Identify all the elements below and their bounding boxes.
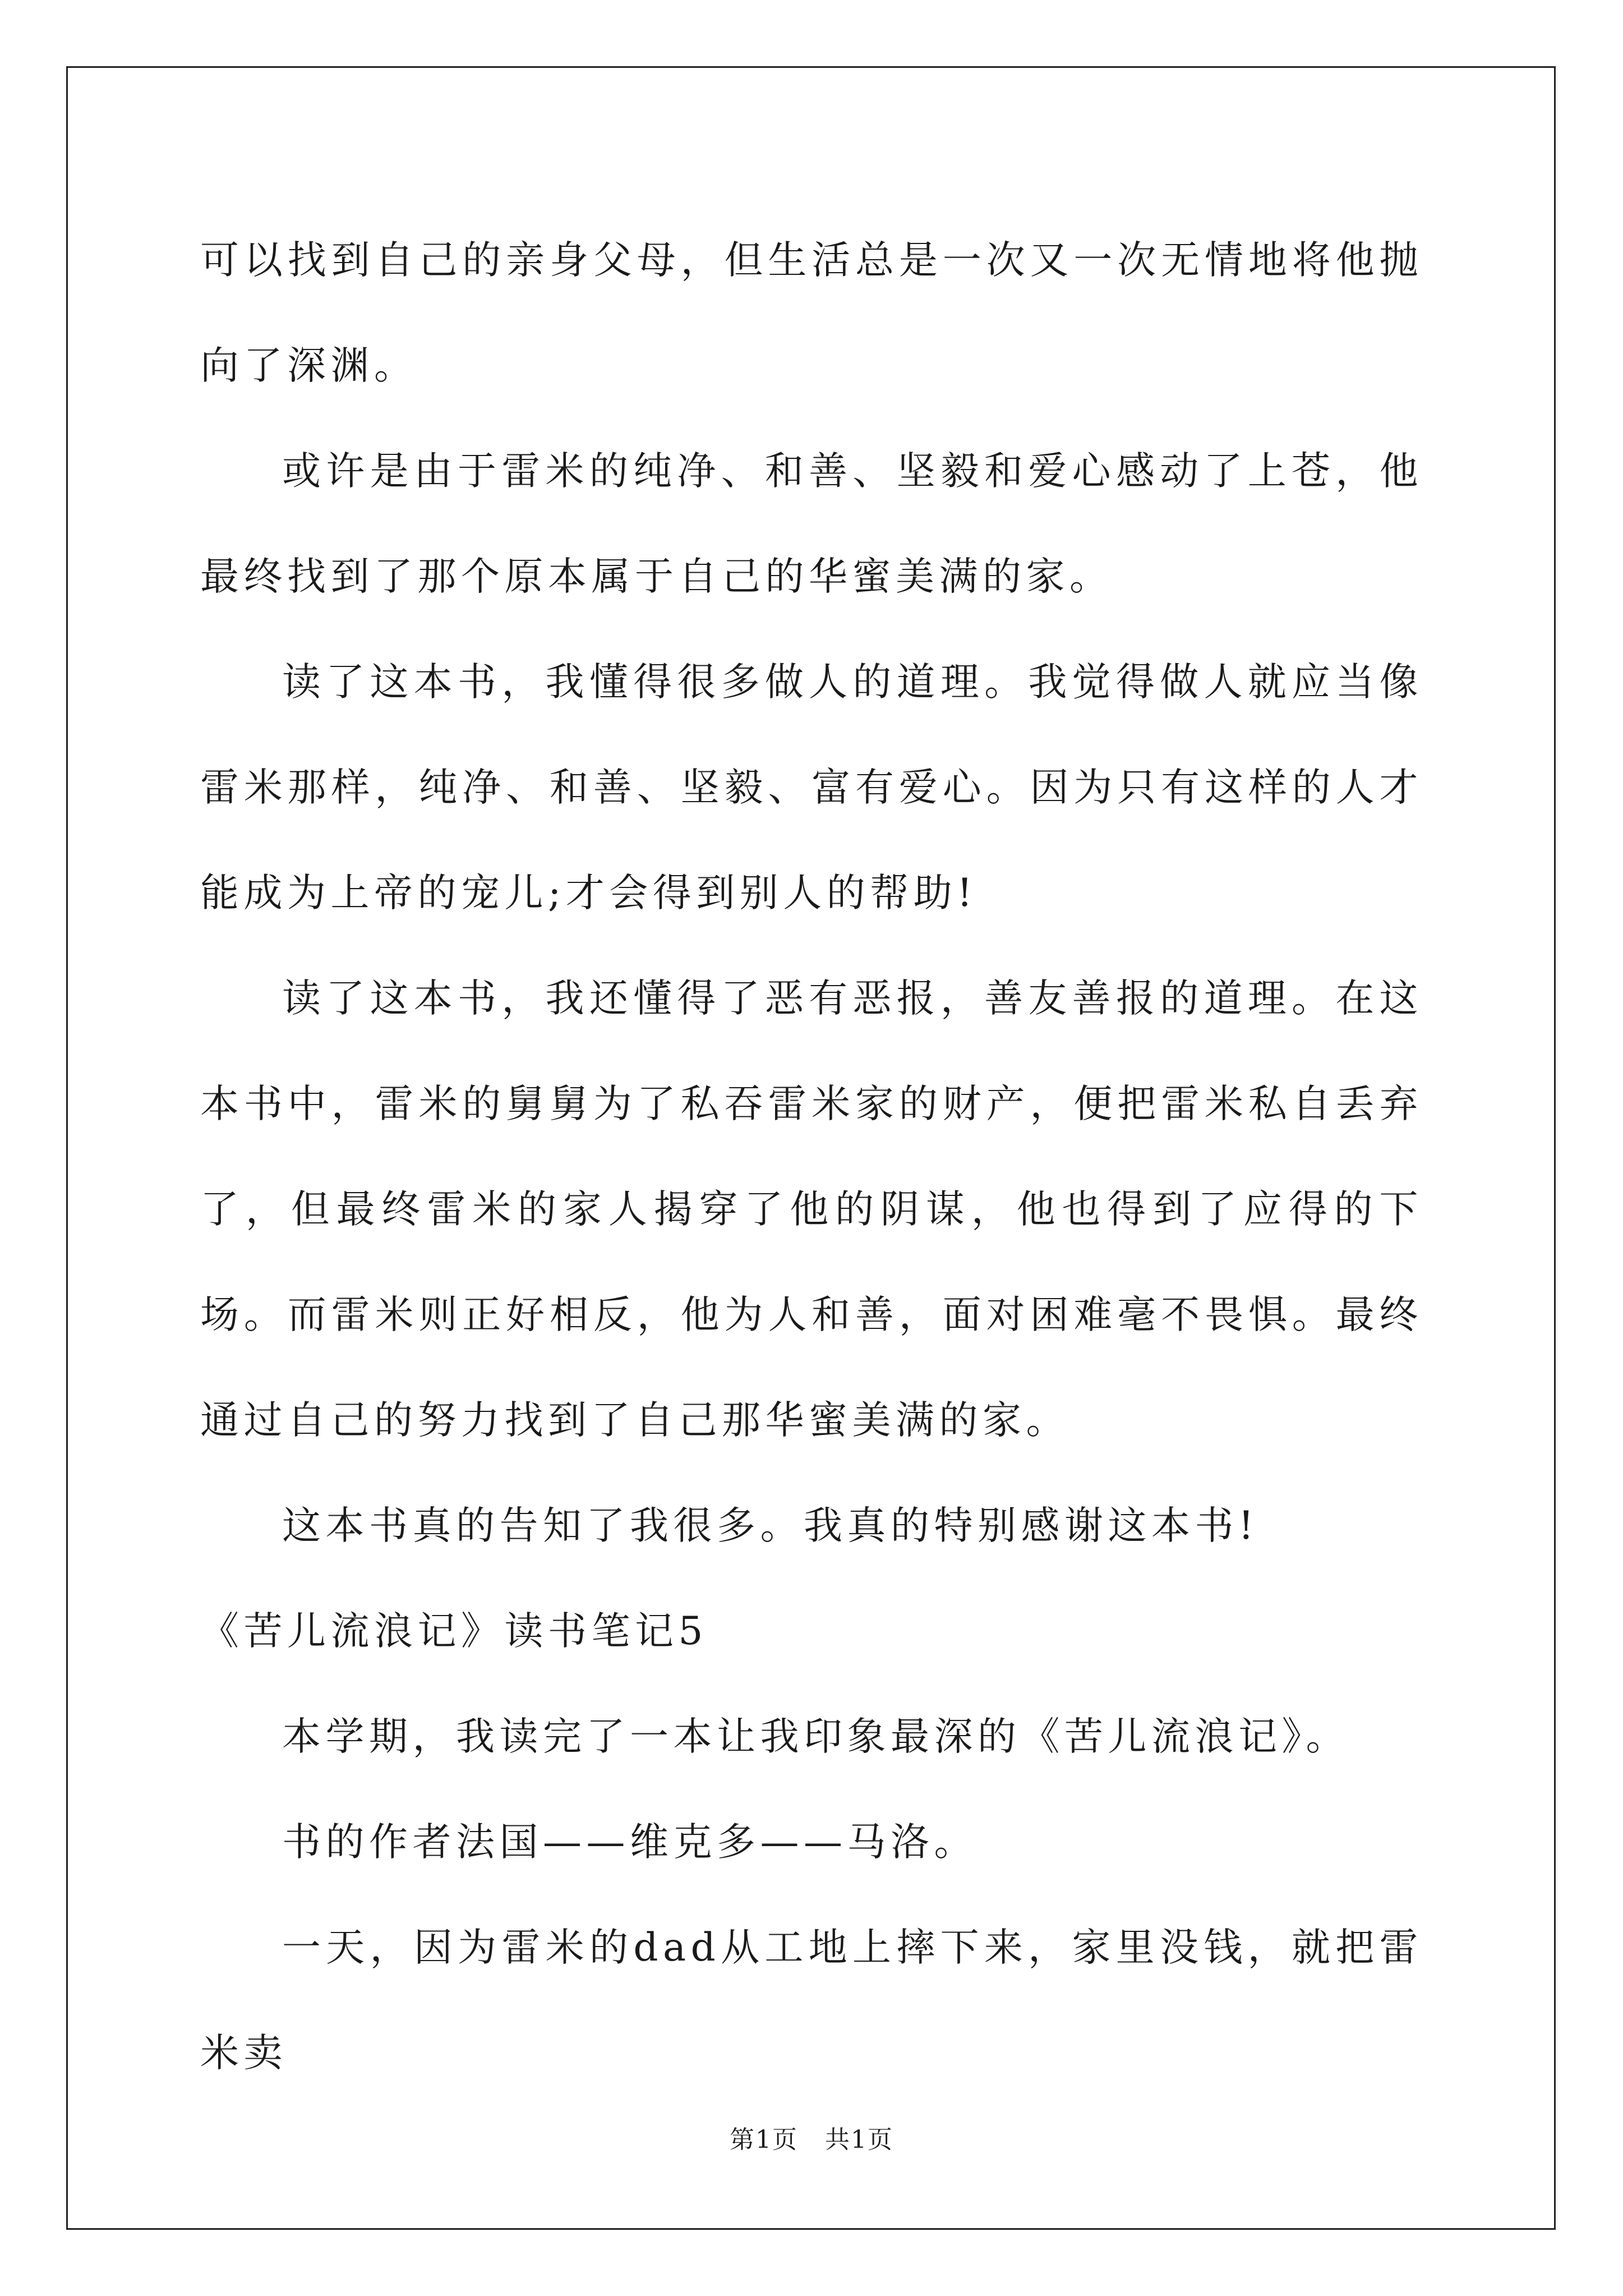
page-number: 第1页 [730, 2125, 798, 2154]
section-heading: 《苦儿流浪记》读书笔记5 [200, 1609, 708, 1654]
paragraph: 可以找到自己的亲身父母，但生活总是一次又一次无情地将他抛向了深渊。 [200, 238, 1423, 388]
paragraph: 这本书真的告知了我很多。我真的特别感谢这本书! [282, 1503, 1259, 1548]
page-total: 共1页 [825, 2125, 893, 2154]
page-footer [0, 2123, 1623, 2157]
paragraph: 书的作者法国——维克多——马洛。 [282, 1820, 978, 1865]
paragraph: 本学期，我读完了一本让我印象最深的《苦儿流浪记》。 [282, 1714, 1349, 1759]
paragraph: 或许是由于雷米的纯净、和善、坚毅和爱心感动了上苍，他最终找到了那个原本属于自己的华蜜美满的家。 [200, 449, 1423, 599]
document-body [200, 208, 1423, 2106]
paragraph: 读了这本书，我懂得很多做人的道理。我觉得做人就应当像雷米那样，纯净、和善、坚毅、富有爱心。因为只有这样的人才能成为上帝的宠儿;才会得到别人的帮助! [200, 660, 1423, 915]
paragraph: 读了这本书，我还懂得了恶有恶报，善友善报的道理。在这本书中，雷米的舅舅为了私吞雷米家的财产，便把雷米私自丢弃了，但最终雷米的家人揭穿了他的阴谋，他也得到了应得的下场。而雷米则正好相反，他为人和善，面对困难毫不畏惧。最终通过自己的努力找到了自己那华蜜美满的家。 [200, 976, 1423, 1443]
paragraph: 一天，因为雷米的dad从工地上摔下来，家里没钱，就把雷米卖 [200, 1925, 1423, 2076]
